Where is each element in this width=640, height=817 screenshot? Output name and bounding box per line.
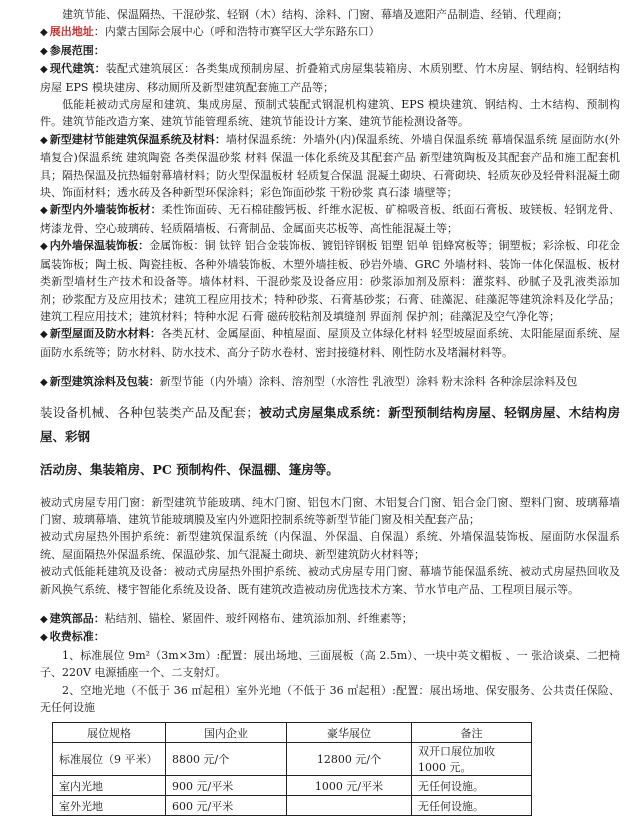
diamond-bullet-icon: ◆ (40, 329, 48, 341)
passive-bold-1: 被动式房屋集成系统：新型预制结构房屋、轻钢房屋、木结构房屋、彩钢 (40, 404, 620, 444)
venue-text: ：内蒙古国际会展中心（呼和浩特市赛罕区大学东路东口） (93, 25, 380, 39)
table-cell: 室外光地 (53, 796, 166, 816)
diamond-bullet-icon: ◆ (40, 64, 48, 76)
diamond-bullet-icon: ◆ (40, 205, 48, 217)
diamond-bullet-icon: ◆ (40, 241, 48, 253)
diamond-bullet-icon: ◆ (40, 613, 48, 625)
scope-title: ◆ 参展范围： (40, 43, 105, 57)
venue-label: 展出地址 (49, 25, 94, 39)
table-cell: 1000 元/平米 (287, 776, 412, 796)
passive-envelope-para: 被动式房屋热外围护系统：新型建筑保温系统（内保温、外保温、自保温）系统、外墙保温装饰板、屋面防水保温系统、屋面隔热外保温系统、保温砂浆、加气混凝土砌块、新型建筑防火材料等； (40, 530, 620, 561)
table-cell: 室内光地 (53, 776, 166, 796)
wall-panels-title: 内外墙保温装饰板： (49, 239, 150, 253)
parts-para (40, 610, 620, 628)
table-cell: 600 元/平米 (166, 796, 287, 816)
table-row (53, 796, 532, 816)
diamond-bullet-icon: ◆ (40, 27, 48, 39)
packaging-para (40, 401, 620, 449)
table-cell: 双开口展位加收 1000 元。 (412, 743, 532, 776)
diamond-bullet-icon: ◆ (40, 632, 48, 644)
table-header: 展位规格 (53, 723, 166, 743)
fee-item-2: 2、空地光地（不低于 36 ㎡起租）室外光地（不低于 36 ㎡起租）:配置：展出场地、保安服务、公共责任保险、无任何设施 (40, 683, 620, 714)
wall-panels-para (40, 237, 620, 325)
table-header: 备注 (412, 723, 532, 743)
parts-text: 粘结剂、锚栓、紧固件、玻纤网格布、建筑添加剂、纤维素等； (104, 611, 413, 625)
parts-title: 建筑部品： (49, 611, 105, 625)
diamond-bullet-icon: ◆ (40, 377, 48, 389)
fee-title: 收费标准： (49, 630, 105, 644)
interior-title: 新型内外墙装饰板材： (49, 203, 162, 217)
insulation-title: 新型建材节能建筑保温系统及材料： (49, 132, 226, 146)
diamond-bullet-icon: ◆ (40, 134, 48, 146)
roof-text: 各类瓦材、金属屋面、种植屋面、屋顶及立体绿化材料 轻型坡屋面系统、太阳能屋面系统、屋面防水系统等；防水材料、防水技术、高分子防水卷材、密封接缝材料、刚性防水及堵漏材料等。 (40, 327, 621, 359)
passive-windows-para: 被动式房屋专用门窗：新型建筑节能玻璃、纯木门窗、铝包木门窗、木铝复合门窗、铝合金门窗、塑料门窗、玻璃幕墙门窗、玻璃幕墙、建筑节能玻璃膜及室内外遮阳控制系统等新型节能门窗及相关配套产品； (40, 495, 620, 526)
table-header-row (53, 723, 532, 743)
table-cell (287, 796, 412, 816)
table-header: 豪华展位 (287, 723, 412, 743)
table-cell: 8800 元/个 (166, 743, 287, 776)
modern-building-para (40, 60, 620, 96)
modern-text: 装配式建筑展区：各类集成预制房屋、折叠箱式房屋集装箱房、木质别墅、竹木房屋、钢结构、轻钢结构房屋 EPS 模块建房、移动厕所及新型建筑配套施工产品等； (40, 62, 620, 94)
exhibitors-line: 建筑节能、保温隔热、干混砂浆、轻钢（木）结构、涂料、门窗、幕墙及遮阳产品制造、经销、代理商； (62, 8, 568, 21)
table-cell: 无任何设施。 (412, 776, 532, 796)
table-cell: 标准展位（9 平米） (53, 743, 166, 776)
low-energy-para: 低能耗被动式房屋和建筑、集成房屋、预制式装配式钢混机构建筑、EPS 模块建筑、钢结构、土木结构、预制构件。建筑节能改造方案、建筑节能管理系统、建筑节能设计方案、建筑节能检测设备等。 (40, 98, 620, 129)
roof-title: 新型屋面及防水材料： (49, 327, 161, 341)
venue-line (40, 23, 620, 41)
fee-title-line (40, 628, 620, 646)
coatings-para (40, 373, 620, 391)
table-row (53, 776, 532, 796)
table-cell: 12800 元/个 (287, 743, 412, 776)
modern-title: 现代建筑： (49, 62, 106, 76)
packaging-text: 装设备机械、各种包装类产品及配套； (40, 404, 259, 420)
interior-panels-para (40, 201, 620, 237)
insulation-text: 墙材保温系统：外墙外(内)保温系统、外墙自保温系统 幕墙保温系统 屋面防水(外墙复合)保温系统 建筑陶瓷 各类保温砂浆 材料 保温一体化系统及其配套产品 新型建筑陶板及其配套产品和施工配套机具；隔热保温及抗热辐射幕墙材料；防火型保温板材 轻质复合保温 混凝土砌块、石膏砌块、轻质灰砂及轻骨料混凝土砌块、饰面材料；透水砖及各种新型环保涂料；彩色饰面砂浆 干粉砂浆 真石漆 墙壁等； (40, 132, 620, 200)
coatings-title: 新型建筑涂料及包装： (49, 375, 160, 389)
wall-panels-text: 金属饰板：铜 钛锌 铝合金装饰板、镀铝锌钢板 铝塑 铝单 铝蜂窝板等；铜塑板；彩涂板、印花金属装饰板；陶土板、陶瓷挂板、各种外墙装饰板、木塑外墙挂板、砂岩外墙、GRC 外墙材料、装饰一体化保温板、板材类新型墙材生产技术和设备等。墙体材料、干混砂浆及设备应用：砂浆添加剂及原料：灌浆料、砂腻子及乳液类添加剂；砂浆配方及应用技术；建筑工程应用技术；特种砂浆、石膏基砂浆；石膏、硅藻泥、硅藻泥等建筑涂料及化学品；建筑工程应用技术；建筑材料；特种水泥 石膏 磁砖胶粘剂及填缝剂 界面剂 保护剂；硅藻泥及空气净化等； (40, 239, 620, 323)
fee-table (52, 722, 532, 816)
table-cell: 无任何设施。 (412, 796, 532, 816)
interior-text: 柔性饰面砖、无石棉硅酸钙板、纤维水泥板、矿棉吸音板、纸面石膏板、玻镁板、轻钢龙骨、烤漆龙骨、空心玻璃砖、轻质隔墙板、石膏制品、金属面夹芯板等、高性能混凝土等； (40, 203, 620, 235)
fee-item-1: 1、标准展位 9m²（3m×3m）:配置：展出场地、三面展板（高 2.5m）、一块中英文楣板 、一 张洽谈桌、二把椅子、220V 电源插座一个、二支射灯。 (40, 648, 620, 680)
table-header: 国内企业 (166, 723, 287, 743)
document-page (40, 6, 620, 816)
table-row (53, 743, 532, 776)
diamond-bullet-icon: ◆ (40, 45, 48, 57)
insulation-para (40, 131, 620, 202)
passive-bold-2: 活动房、集装箱房、PC 预制构件、保温棚、篷房等。 (40, 461, 339, 477)
roof-para (40, 325, 620, 361)
table-cell: 900 元/平米 (166, 776, 287, 796)
coatings-text: 新型节能（内外墙）涂料、溶剂型（水溶性 乳液型）涂料 粉末涂料 各种涂层涂料及包 (159, 375, 578, 389)
passive-lowenergy-para: 被动式低能耗建筑及设备：被动式房屋热外围护系统、被动式房屋专用门窗、幕墙节能保温系统、被动式房屋热回收及新风换气系统、楼宇智能化系统及设备、既有建筑改造被动房优选技术方案、节水节电产品、工程项目展示等。 (40, 565, 620, 596)
